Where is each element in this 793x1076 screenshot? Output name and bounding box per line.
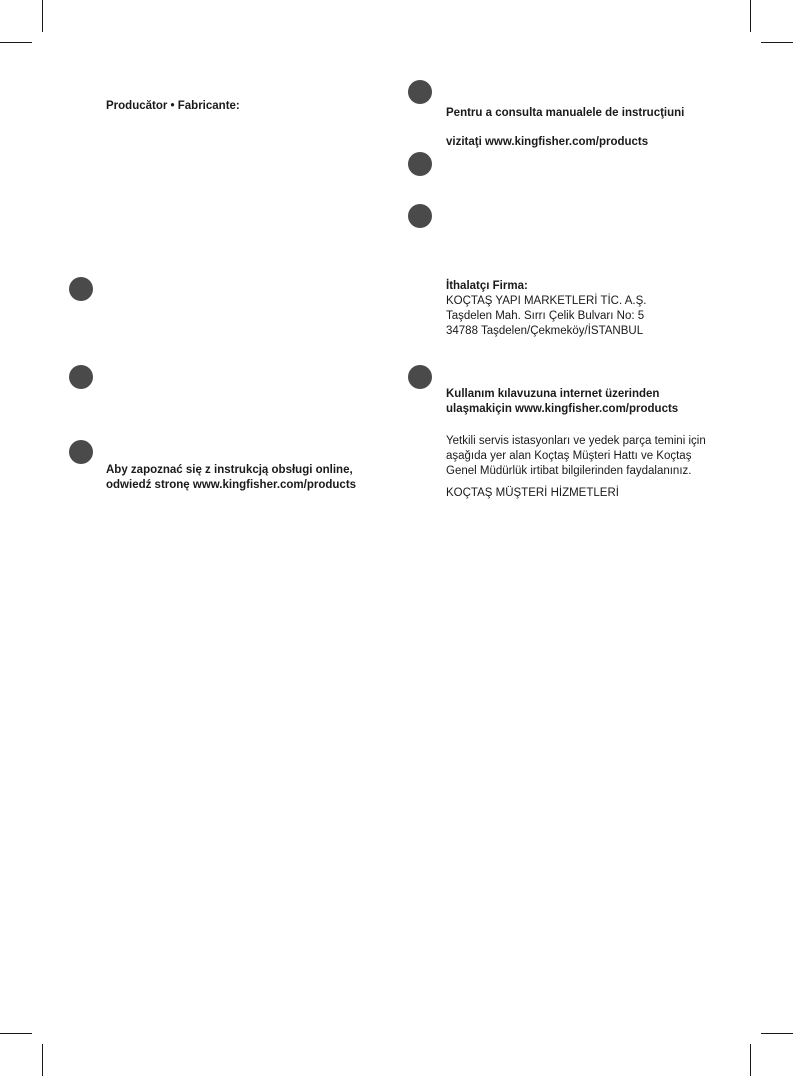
crop-mark-bottom-left-horizontal xyxy=(0,1033,32,1034)
crop-mark-bottom-right-vertical xyxy=(750,1044,751,1076)
language-marker-circle xyxy=(408,152,432,176)
turkish-online-manual-notice xyxy=(446,387,678,417)
language-marker-circle xyxy=(69,277,93,301)
romanian-notice-line-1: Pentru a consulta manualele de instrucţiuni xyxy=(446,107,685,119)
language-marker-circle xyxy=(69,365,93,389)
romanian-notice-line-2: vizitaţi www.kingfisher.com/products xyxy=(446,136,649,148)
language-marker-circle xyxy=(408,80,432,104)
crop-mark-top-right-horizontal xyxy=(761,42,793,43)
manufacturer-label: Producător • Fabricante: xyxy=(106,100,240,112)
crop-mark-top-left-horizontal xyxy=(0,42,32,43)
crop-mark-bottom-left-vertical xyxy=(42,1044,43,1076)
crop-mark-bottom-right-horizontal xyxy=(761,1033,793,1034)
turkish-notice-line-1: Kullanım kılavuzuna internet üzerinden xyxy=(446,388,660,400)
language-marker-circle xyxy=(408,204,432,228)
polish-notice-line-1: Aby zapoznać się z instrukcją obsługi online, xyxy=(106,464,353,476)
crop-mark-top-left-vertical xyxy=(42,0,43,32)
importer-company: KOÇTAŞ YAPI MARKETLERİ TİC. A.Ş. xyxy=(446,295,647,307)
crop-mark-top-right-vertical xyxy=(750,0,751,32)
polish-online-manual-notice xyxy=(106,463,356,493)
service-info-block xyxy=(446,434,706,479)
importer-address-line-2: 34788 Taşdelen/Çekmeköy/İSTANBUL xyxy=(446,325,644,337)
customer-services-heading: KOÇTAŞ MÜŞTERİ HİZMETLERİ xyxy=(446,487,619,499)
language-marker-circle xyxy=(69,440,93,464)
service-info-line-3: Genel Müdürlük irtibat bilgilerinden faydalanınız. xyxy=(446,465,692,477)
polish-notice-line-2: odwiedź stronę www.kingfisher.com/products xyxy=(106,479,357,491)
language-marker-circle xyxy=(408,365,432,389)
importer-address-line-1: Taşdelen Mah. Sırrı Çelik Bulvarı No: 5 xyxy=(446,310,645,322)
service-info-line-1: Yetkili servis istasyonları ve yedek parça temini için xyxy=(446,435,706,447)
importer-block xyxy=(446,279,646,339)
turkish-notice-line-2: ulaşmakiçin www.kingfisher.com/products xyxy=(446,403,679,415)
importer-label: İthalatçı Firma: xyxy=(446,280,528,292)
service-info-line-2: aşağıda yer alan Koçtaş Müşteri Hattı ve Koçtaş xyxy=(446,450,692,462)
